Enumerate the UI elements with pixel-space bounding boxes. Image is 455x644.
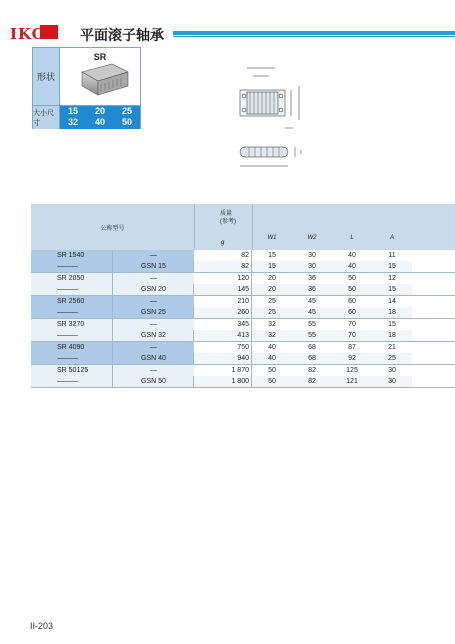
table-row: [31, 353, 455, 365]
size-40: 40: [94, 117, 105, 127]
brand-logo: [10, 24, 80, 42]
dim-a-cell: 30: [372, 365, 412, 376]
table-row: [31, 342, 455, 353]
header-rule: [173, 31, 455, 35]
mass-cell: 260: [194, 307, 252, 318]
model-cell: SR 2560: [31, 296, 113, 307]
sub-model-cell: —: [113, 296, 195, 307]
dim-w2-cell: 82: [292, 365, 332, 376]
mass-cell: 1 870: [194, 365, 252, 376]
dim-a-cell: 25: [372, 353, 412, 364]
dim-header-w2: W2: [307, 235, 317, 241]
dim-a-cell: 15: [372, 319, 412, 330]
sub-model-cell: —: [113, 319, 195, 330]
dim-w2-cell: 68: [292, 353, 332, 364]
model-cell: SR 3270: [31, 319, 113, 330]
size-grid: [60, 105, 140, 129]
mass-cell: 82: [194, 261, 252, 272]
sub-model-cell: —: [113, 273, 195, 284]
shape-size-table: [32, 47, 141, 129]
dim-w1-cell: 32: [252, 319, 292, 330]
dim-w1-cell: 25: [252, 307, 292, 318]
dim-a-cell: 30: [372, 376, 412, 387]
table-row: [31, 250, 455, 261]
mass-cell: 82: [194, 250, 252, 261]
dim-w1-cell: 15: [252, 250, 292, 261]
table-row: [31, 319, 455, 330]
dim-header-l: L: [350, 235, 354, 241]
table-row: [31, 376, 455, 388]
mass-cell: 120: [194, 273, 252, 284]
model-cell: SR 2050: [31, 273, 113, 284]
dim-a-cell: 15: [372, 284, 412, 295]
dim-w1-cell: 32: [252, 330, 292, 341]
page-title: 平面滚子轴承: [80, 27, 164, 43]
dim-w1-cell: 15: [252, 261, 292, 272]
dim-w2-cell: 30: [292, 261, 332, 272]
dim-w1-cell: 50: [252, 365, 292, 376]
dim-w1-cell: 20: [252, 273, 292, 284]
size-25: 25: [121, 106, 132, 116]
model-cell: ———: [31, 307, 113, 318]
page-number: II-203: [30, 621, 54, 631]
sub-model-cell: —: [113, 342, 195, 353]
mass-cell: 413: [194, 330, 252, 341]
sub-model-cell: —: [113, 365, 195, 376]
sub-model-cell: GSN 20: [113, 284, 194, 295]
shape-code: SR: [93, 52, 107, 62]
mass-cell: 345: [194, 319, 252, 330]
dim-l-cell: 121: [332, 376, 372, 387]
dim-w1-cell: 20: [252, 284, 292, 295]
table-row: [31, 284, 455, 296]
model-cell: ———: [31, 261, 113, 272]
dim-w2-cell: 36: [292, 284, 332, 295]
size-32: 32: [67, 117, 78, 127]
dim-header-w1: W1: [267, 235, 277, 241]
table-header: [31, 204, 455, 250]
table-row: [31, 296, 455, 307]
table-row: [31, 330, 455, 342]
mass-unit: g: [221, 240, 225, 246]
roller-bearing-icon: [60, 48, 140, 105]
dim-l-cell: 87: [332, 342, 372, 353]
dim-w2-cell: 36: [292, 273, 332, 284]
dim-a-cell: 18: [372, 307, 412, 318]
table-row: [31, 273, 455, 284]
mass-header-label: 质量: [220, 211, 233, 217]
dim-a-cell: 14: [372, 296, 412, 307]
dim-l-cell: 50: [332, 273, 372, 284]
size-15: 15: [67, 106, 78, 116]
sub-model-cell: —: [113, 250, 195, 261]
mass-cell: 750: [194, 342, 252, 353]
dim-w1-cell: 40: [252, 342, 292, 353]
dim-a-cell: 18: [372, 330, 412, 341]
table-row: [31, 261, 455, 273]
mass-cell: 145: [194, 284, 252, 295]
mass-cell: 210: [194, 296, 252, 307]
dim-l-cell: 70: [332, 330, 372, 341]
model-cell: ———: [31, 353, 113, 364]
page-header: [10, 24, 455, 42]
shape-label: 形状: [33, 48, 60, 105]
size-label: 大小尺寸: [33, 105, 60, 129]
sub-model-cell: GSN 15: [113, 261, 194, 272]
sub-model-cell: GSN 50: [113, 376, 194, 387]
dim-l-cell: 60: [332, 296, 372, 307]
dim-l-cell: 50: [332, 284, 372, 295]
dim-w2-cell: 55: [292, 330, 332, 341]
size-20: 20: [94, 106, 105, 116]
mass-header-note: (参考): [220, 219, 236, 225]
dim-a-cell: 12: [372, 273, 412, 284]
dim-header-a: A: [389, 235, 394, 241]
mass-cell: 940: [194, 353, 252, 364]
dimension-drawing: [235, 58, 325, 178]
model-cell: SR 50125: [31, 365, 113, 376]
dim-a-cell: 15: [372, 261, 412, 272]
size-50: 50: [121, 117, 132, 127]
model-cell: ———: [31, 284, 113, 295]
sub-model-cell: GSN 40: [113, 353, 194, 364]
table-row: [31, 307, 455, 319]
model-cell: ———: [31, 330, 113, 341]
sub-model-cell: GSN 25: [113, 307, 194, 318]
header-rule-thin: [173, 36, 455, 37]
sub-model-cell: GSN 32: [113, 330, 194, 341]
dim-a-cell: 21: [372, 342, 412, 353]
dim-w2-cell: 55: [292, 319, 332, 330]
dim-w2-cell: 30: [292, 250, 332, 261]
dim-w2-cell: 45: [292, 307, 332, 318]
dim-l-cell: 40: [332, 261, 372, 272]
brand-logo-text: IKO: [10, 25, 46, 43]
dim-a-cell: 11: [372, 250, 412, 261]
dim-l-cell: 125: [332, 365, 372, 376]
dim-w1-cell: 40: [252, 353, 292, 364]
model-cell: SR 1540: [31, 250, 113, 261]
mass-cell: 1 800: [194, 376, 252, 387]
dim-w1-cell: 25: [252, 296, 292, 307]
dim-l-cell: 70: [332, 319, 372, 330]
dim-w1-cell: 50: [252, 376, 292, 387]
dim-w2-cell: 68: [292, 342, 332, 353]
bearing-image: [60, 48, 140, 105]
dim-w2-cell: 45: [292, 296, 332, 307]
model-header: 公称型号: [31, 204, 195, 250]
dim-w2-cell: 82: [292, 376, 332, 387]
table-row: [31, 365, 455, 376]
dim-l-cell: 40: [332, 250, 372, 261]
model-cell: SR 4090: [31, 342, 113, 353]
model-cell: ———: [31, 376, 113, 387]
mass-header: [194, 204, 253, 250]
dim-l-cell: 60: [332, 307, 372, 318]
dim-l-cell: 92: [332, 353, 372, 364]
